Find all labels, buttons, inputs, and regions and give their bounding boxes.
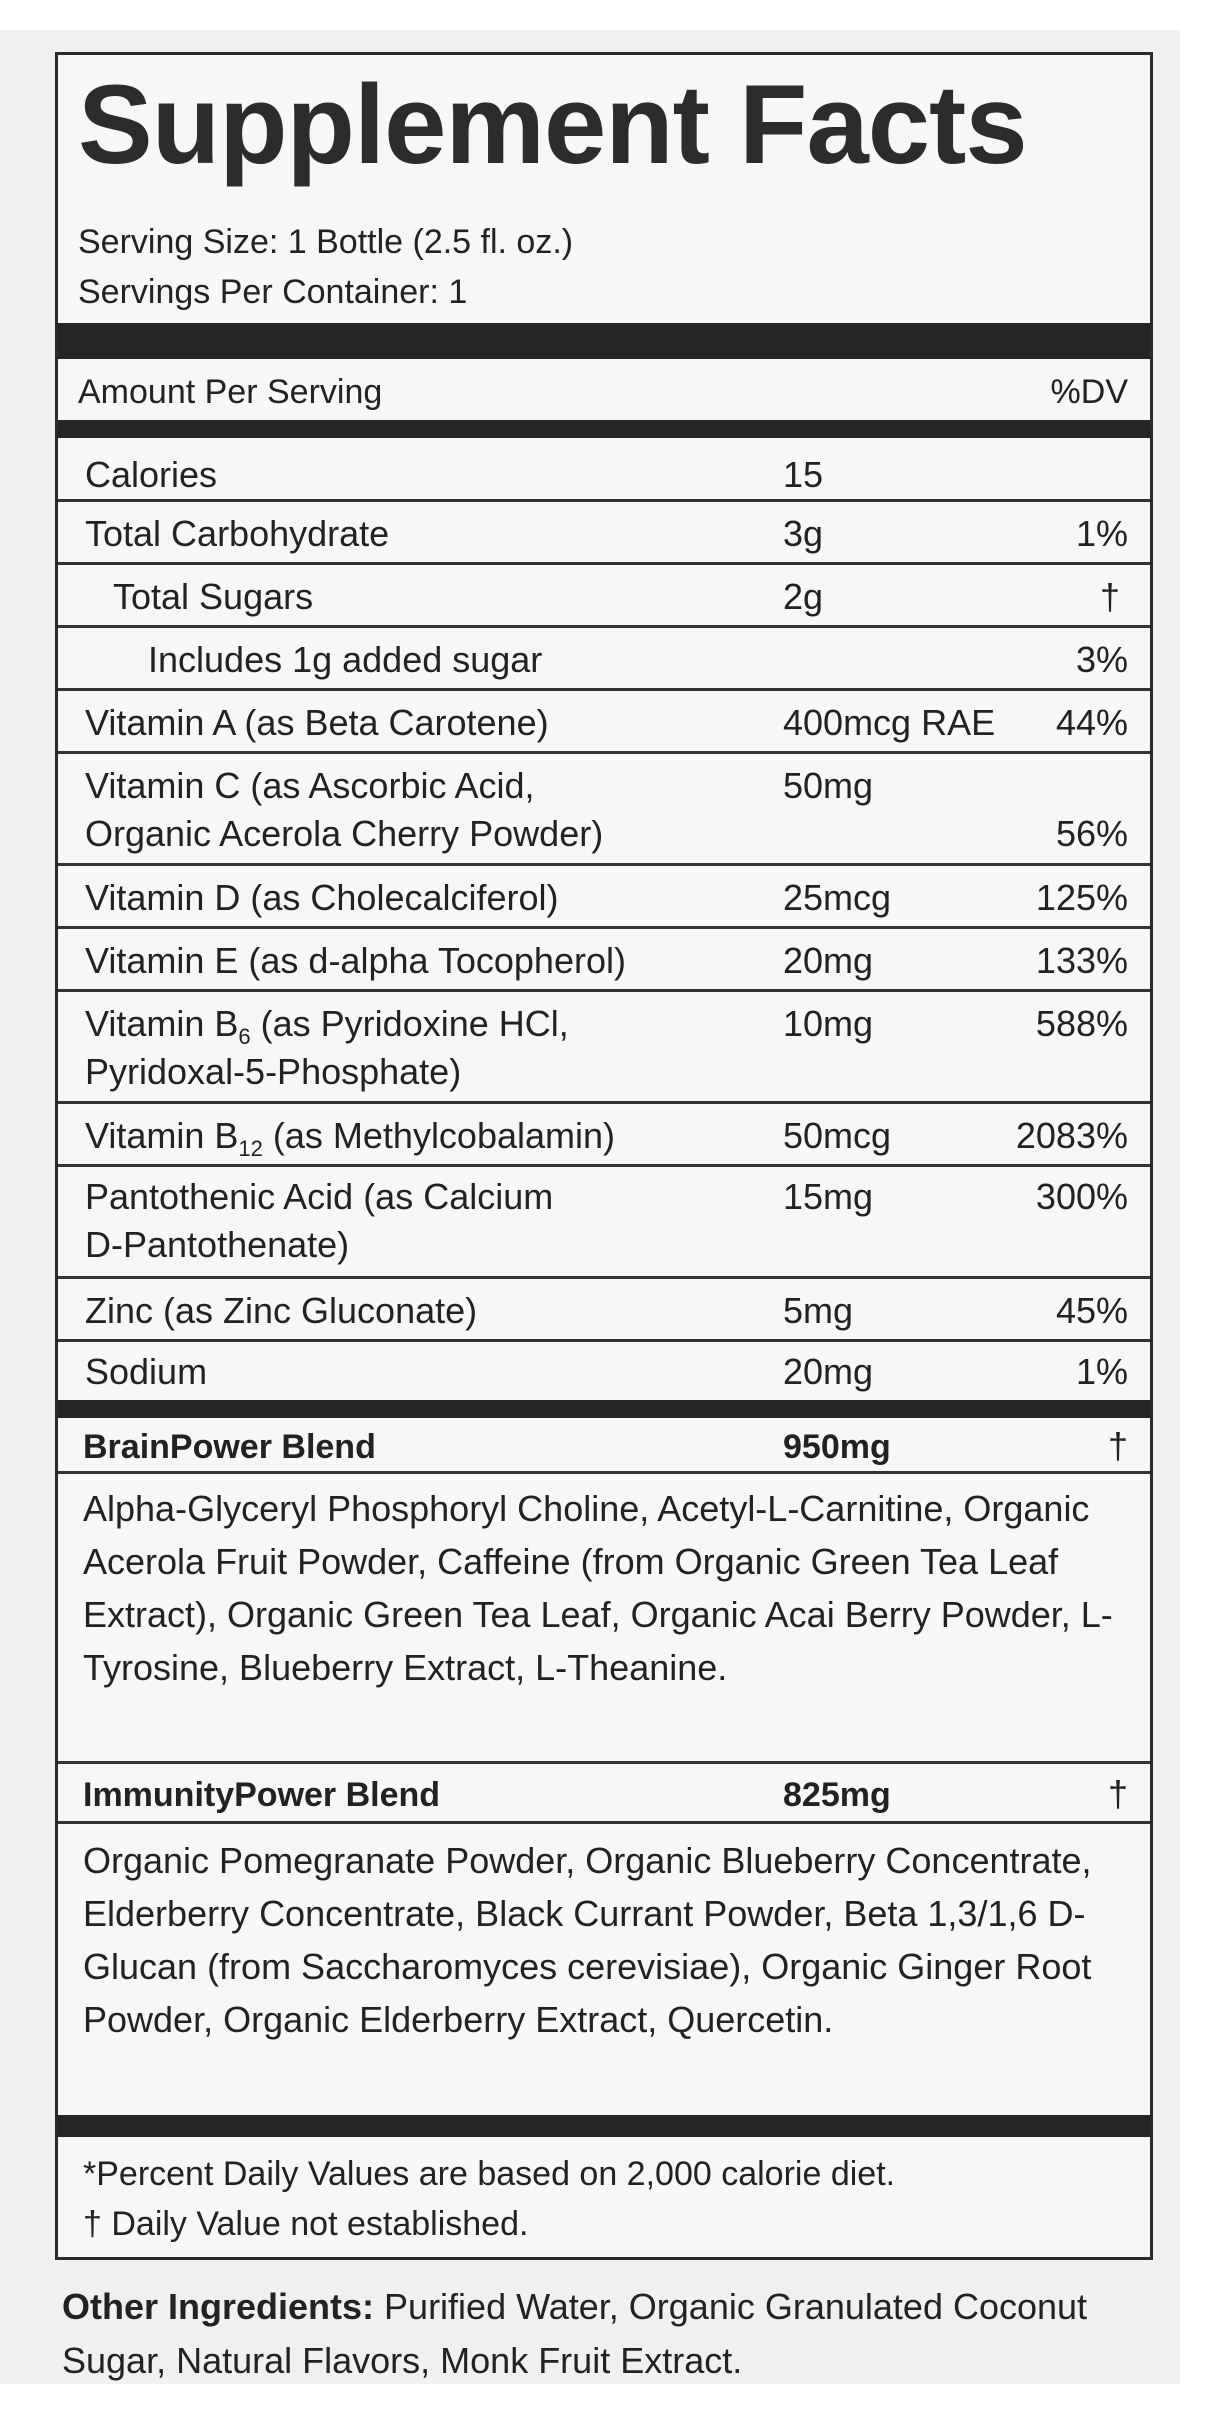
blend-ingredients-row	[58, 1474, 1150, 1764]
nutrient-amount: 3g	[783, 513, 824, 554]
nutrient-dv: 45%	[1055, 1290, 1128, 1331]
nutrient-amount: 20mg	[783, 1351, 874, 1392]
nutrient-dv: 3%	[1075, 639, 1128, 680]
nutrient-name: Pantothenic Acid (as Calcium	[85, 1176, 554, 1217]
nutrient-row	[58, 691, 1150, 754]
other-ingredients-label: Other Ingredients:	[62, 2286, 375, 2327]
nutrient-name: Vitamin D (as Cholecalciferol)	[85, 877, 559, 918]
nutrient-name-line2: Pyridoxal-5-Phosphate)	[85, 1051, 462, 1092]
nutrient-dv: †	[1099, 576, 1120, 617]
nutrient-row	[58, 445, 1150, 502]
nutrient-amount: 20mg	[783, 940, 874, 981]
blend-amount: 950mg	[783, 1428, 891, 1466]
nutrient-amount: 10mg	[783, 1003, 874, 1044]
nutrient-name: Zinc (as Zinc Gluconate)	[85, 1290, 478, 1331]
nutrient-name: Vitamin $B_6$ (as Pyridoxine HCl,	[85, 1003, 569, 1050]
panel-title: Supplement Facts	[78, 62, 1027, 187]
nutrient-name: Calories	[85, 454, 218, 495]
nutrient-dv: 300%	[1035, 1176, 1128, 1217]
blend-header-row	[58, 1418, 1150, 1474]
blend-name: BrainPower Blend	[83, 1428, 376, 1466]
supplement-facts-panel	[55, 52, 1153, 2260]
nutrient-dv: 2083%	[1015, 1115, 1128, 1156]
blend-amount: 825mg	[783, 1776, 891, 1814]
nutrient-name: Total Carbohydrate	[85, 513, 390, 554]
nutrient-row	[58, 502, 1150, 565]
nutrient-row	[58, 929, 1150, 992]
nutrient-dv: 56%	[1055, 813, 1128, 854]
nutrient-name: Total Sugars	[113, 576, 314, 617]
nutrient-dv: 588%	[1035, 1003, 1128, 1044]
blend-dv: †	[1107, 1425, 1128, 1466]
nutrient-amount: 15mg	[783, 1176, 874, 1217]
nutrient-amount: 5mg	[783, 1290, 854, 1331]
blend-ingredients-row	[58, 1824, 1150, 2114]
other-ingredients-text: Purified Water, Organic Granulated Coconut Sugar, Natural Flavors, Monk Fruit Extract.	[62, 2286, 1088, 2381]
nutrient-row	[58, 1167, 1150, 1279]
medium-divider	[58, 420, 1150, 438]
nutrient-name: Includes 1g added sugar	[148, 639, 543, 680]
blend-ingredients: Organic Pomegranate Powder, Organic Blueberry Concentrate, Elderberry Concentrate, Black Currant Powder, Beta 1,3/1,6 D-Glucan (from Saccharomyces cerevisiae), Organic Ginger Root Powder, Organic Elderberry Extract, Quercetin.	[83, 1840, 1092, 2040]
dagger-footnote: † Daily Value not established.	[83, 2205, 529, 2243]
nutrient-row	[58, 1279, 1150, 1342]
nutrient-name: Vitamin E (as d-alpha Tocopherol)	[85, 940, 626, 981]
nutrient-amount: 400mcg RAE	[783, 702, 996, 743]
nutrient-dv: 133%	[1035, 940, 1128, 981]
medium-divider	[58, 1400, 1150, 1418]
nutrient-amount: 50mg	[783, 765, 874, 806]
blend-header-row	[58, 1764, 1150, 1824]
nutrient-row	[58, 754, 1150, 866]
thick-divider	[58, 323, 1150, 359]
nutrient-name: Vitamin A (as Beta Carotene)	[85, 702, 549, 743]
nutrient-amount: 15	[783, 454, 824, 495]
blend-ingredients: Alpha-Glyceryl Phosphoryl Choline, Acetyl-L-Carnitine, Organic Acerola Fruit Powder, Caffeine (from Organic Green Tea Leaf Extract), Organic Green Tea Leaf, Organic Acai Berry Powder, L-Tyrosine, Blueberry Extract, L-Theanine.	[83, 1488, 1113, 1688]
nutrient-row	[58, 628, 1150, 691]
dv-header: %DV	[1050, 373, 1128, 411]
medium-divider	[58, 2115, 1150, 2137]
nutrient-name: Vitamin $B_{12}$ (as Methylcobalamin)	[85, 1115, 616, 1162]
nutrient-name: Sodium	[85, 1351, 208, 1392]
other-ingredients	[62, 2280, 1122, 2388]
nutrient-name-line2: Organic Acerola Cherry Powder)	[85, 813, 604, 854]
percent-dv-footnote: *Percent Daily Values are based on 2,000 calorie diet.	[83, 2155, 896, 2193]
nutrient-amount: 2g	[783, 576, 824, 617]
amount-per-serving-header: Amount Per Serving	[78, 373, 383, 411]
nutrient-dv: 44%	[1055, 702, 1128, 743]
nutrient-row	[58, 1342, 1150, 1400]
servings-per-container: Servings Per Container: 1	[78, 273, 468, 311]
blend-name: ImmunityPower Blend	[83, 1776, 441, 1814]
serving-size: Serving Size: 1 Bottle (2.5 fl. oz.)	[78, 223, 574, 261]
nutrient-amount: 50mcg	[783, 1115, 892, 1156]
nutrient-name-line2: D-Pantothenate)	[85, 1224, 350, 1265]
blend-dv: †	[1107, 1773, 1128, 1814]
nutrient-name: Vitamin C (as Ascorbic Acid,	[85, 765, 535, 806]
nutrient-amount: 25mcg	[783, 877, 892, 918]
nutrient-row	[58, 1104, 1150, 1167]
nutrient-dv: 1%	[1075, 513, 1128, 554]
nutrient-row	[58, 992, 1150, 1104]
nutrient-row	[58, 565, 1150, 628]
nutrient-dv: 125%	[1035, 877, 1128, 918]
nutrient-row	[58, 866, 1150, 929]
nutrient-dv: 1%	[1075, 1351, 1128, 1392]
